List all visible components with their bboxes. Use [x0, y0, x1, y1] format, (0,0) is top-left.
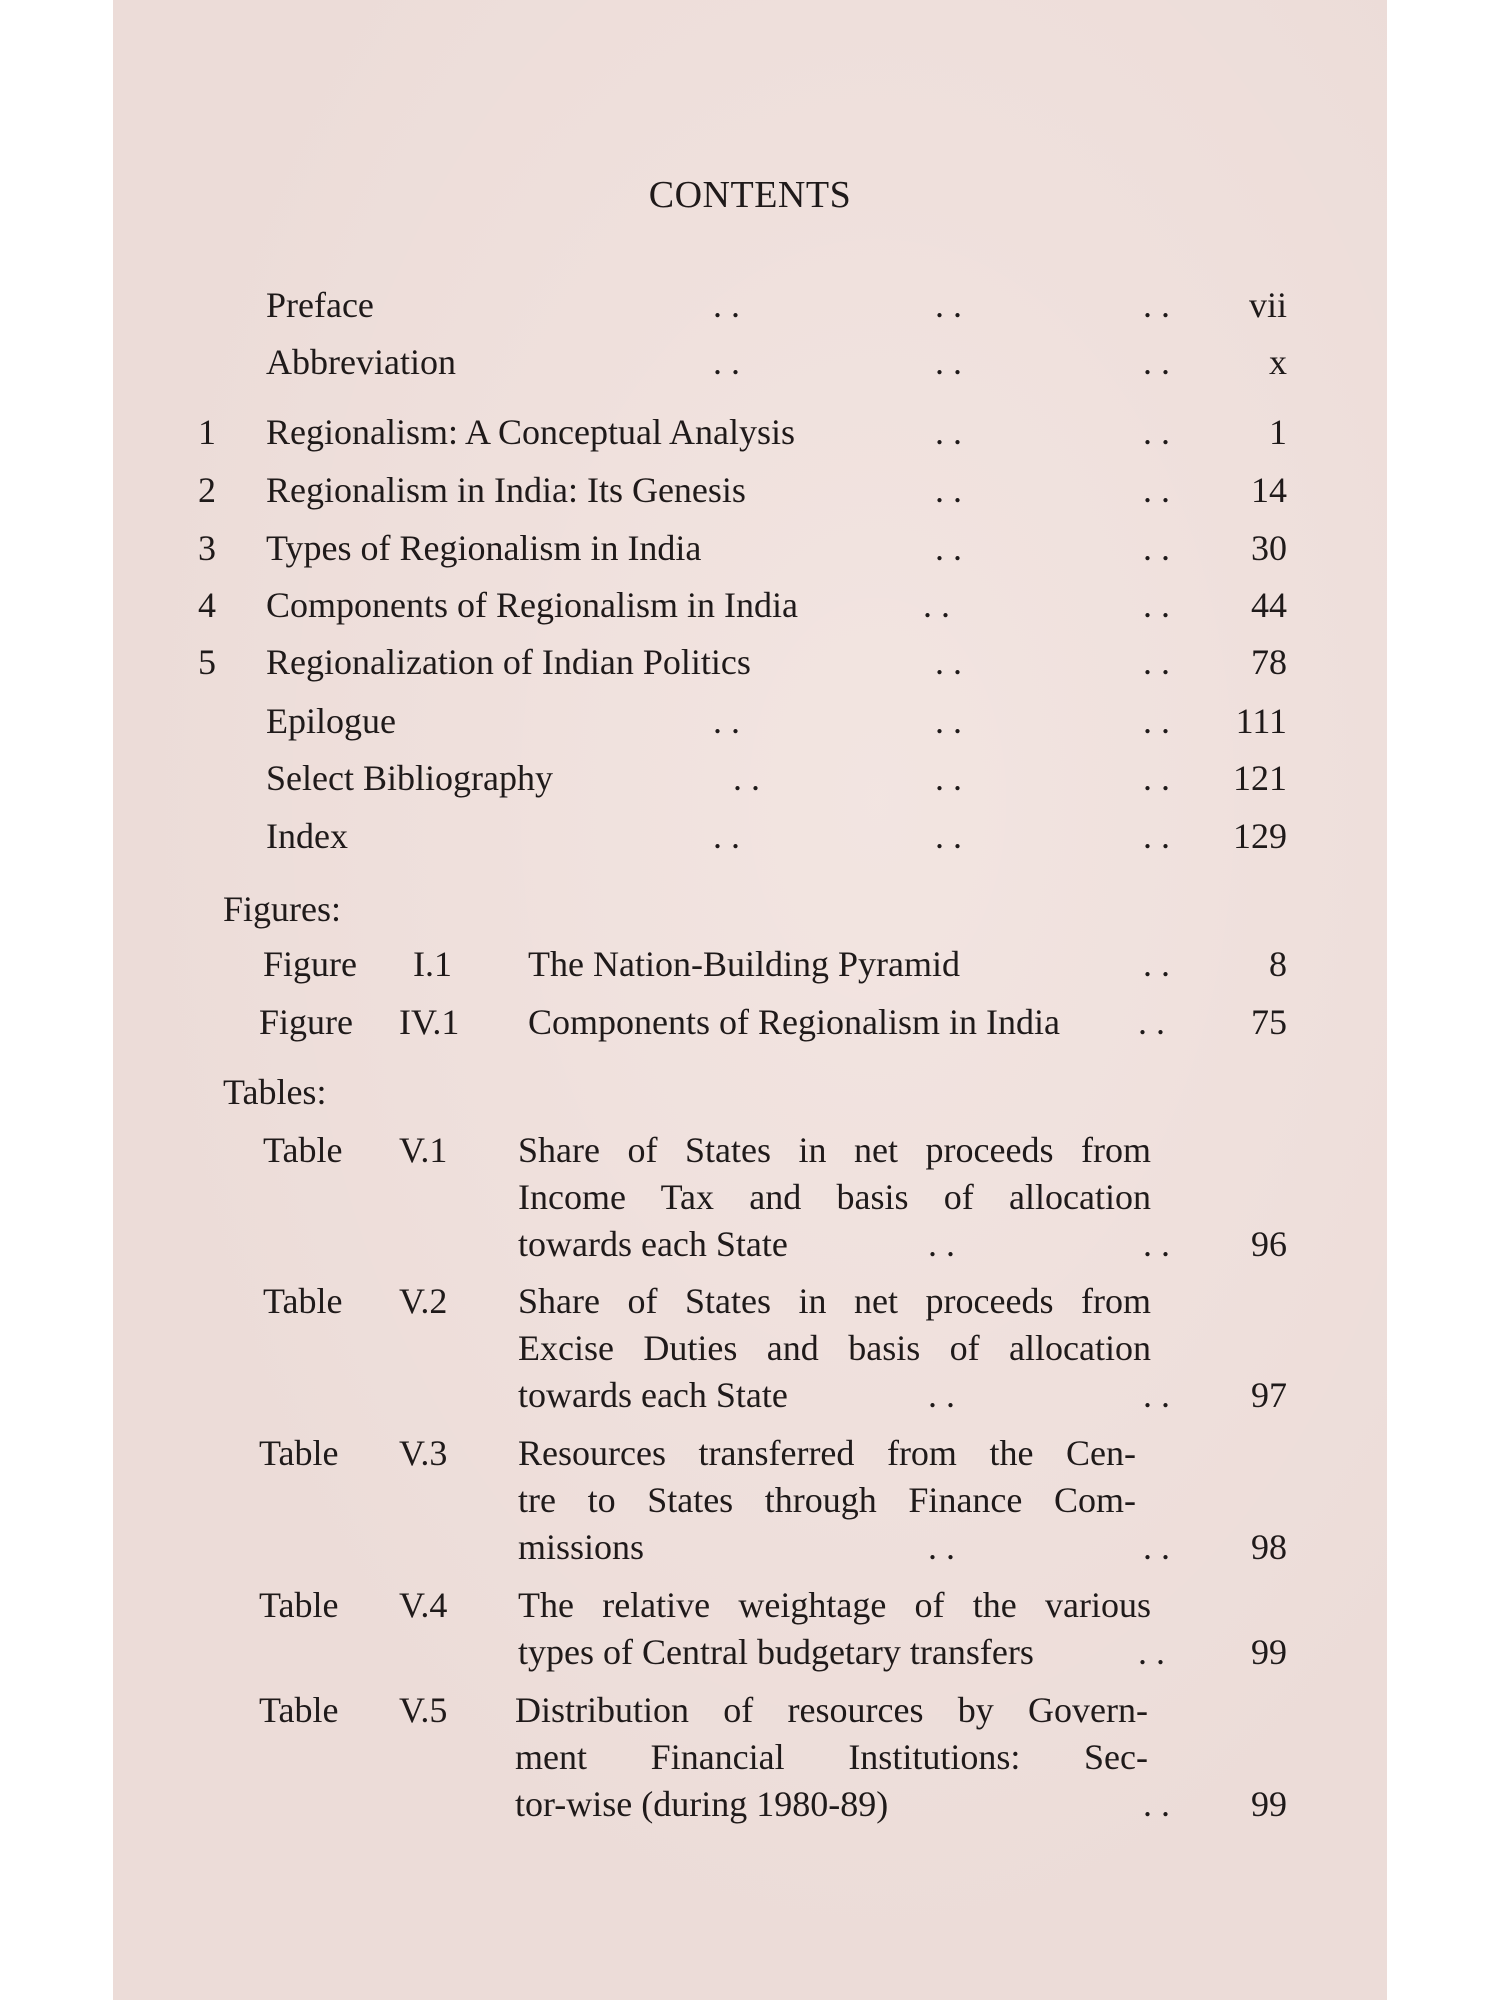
leader-dots: . . [1143, 528, 1170, 568]
figure-page: 8 [1269, 944, 1287, 984]
toc-entry [113, 810, 1387, 862]
leader-dots: . . [935, 342, 962, 382]
table-title-line: missions [518, 1527, 645, 1567]
figure-id: I.1 [413, 944, 452, 984]
page-title: CONTENTS [648, 174, 852, 216]
leader-dots: . . [1143, 1784, 1170, 1824]
table-title-line: The relative weightage of the various [518, 1585, 1151, 1625]
chapter-number: 5 [198, 642, 216, 682]
toc-entry [113, 695, 1387, 747]
table-title-line: tor-wise (during 1980-89) [515, 1784, 889, 1824]
figure-page: 75 [1251, 1002, 1287, 1042]
leader-dots: . . [1143, 285, 1170, 325]
table-id: V.3 [399, 1433, 448, 1473]
chapter-page: 30 [1251, 528, 1287, 568]
chapter-number: 4 [198, 585, 216, 625]
table-title-line: tre to States through Finance Com- [518, 1480, 1136, 1520]
chapter-title: Regionalism in India: Its Genesis [266, 470, 746, 510]
entry-label: Select Bibliography [266, 758, 553, 798]
entry-label: Index [266, 816, 348, 856]
leader-dots: . . [713, 285, 740, 325]
leader-dots: . . [1143, 944, 1170, 984]
table-title-line: towards each State [518, 1224, 788, 1264]
leader-dots: . . [1143, 1527, 1170, 1567]
table-id: V.1 [399, 1130, 448, 1170]
leader-dots: . . [1143, 412, 1170, 452]
leader-dots: . . [1143, 1375, 1170, 1415]
toc-chapter [113, 579, 1387, 631]
entry-page: 129 [1233, 816, 1287, 856]
table-title-line: Distribution of resources by Govern- [515, 1690, 1148, 1730]
leader-dots: . . [928, 1527, 955, 1567]
toc-chapter [113, 406, 1387, 458]
chapter-page: 78 [1251, 642, 1287, 682]
leader-dots: . . [935, 412, 962, 452]
table-name: Table [263, 1130, 343, 1170]
leader-dots: . . [1138, 1002, 1165, 1042]
chapter-title: Components of Regionalism in India [266, 585, 798, 625]
leader-dots: . . [1138, 1632, 1165, 1672]
table-entry [113, 1124, 1387, 1176]
leader-dots: . . [928, 1375, 955, 1415]
table-entry [113, 1684, 1387, 1736]
chapter-number: 3 [198, 528, 216, 568]
leader-dots: . . [1143, 642, 1170, 682]
entry-label: Abbreviation [266, 342, 456, 382]
table-entry-continued [113, 1171, 1387, 1223]
figure-entry [113, 938, 1387, 990]
table-name: Table [259, 1433, 339, 1473]
table-entry [113, 1427, 1387, 1479]
leader-dots: . . [935, 758, 962, 798]
leader-dots: . . [1143, 342, 1170, 382]
leader-dots: . . [1143, 470, 1170, 510]
leader-dots: . . [935, 701, 962, 741]
table-title-line: towards each State [518, 1375, 788, 1415]
table-page: 99 [1251, 1784, 1287, 1824]
figure-title: Components of Regionalism in India [528, 1002, 1060, 1042]
figure-name: Figure [263, 944, 357, 984]
toc-chapter [113, 636, 1387, 688]
table-page: 97 [1251, 1375, 1287, 1415]
table-entry-continued [113, 1626, 1387, 1678]
table-id: V.4 [399, 1585, 448, 1625]
figure-title: The Nation-Building Pyramid [528, 944, 960, 984]
table-title-line: Income Tax and basis of allocation [518, 1177, 1151, 1217]
toc-entry [113, 279, 1387, 331]
table-title-line: ment Financial Institutions: Sec- [515, 1737, 1148, 1777]
table-page: 96 [1251, 1224, 1287, 1264]
leader-dots: . . [935, 816, 962, 856]
entry-label: Epilogue [266, 701, 396, 741]
entry-page: x [1269, 342, 1287, 382]
table-entry-continued [113, 1474, 1387, 1526]
leader-dots: . . [1143, 701, 1170, 741]
chapter-page: 1 [1269, 412, 1287, 452]
leader-dots: . . [935, 642, 962, 682]
table-entry-continued [113, 1778, 1387, 1830]
leader-dots: . . [713, 342, 740, 382]
leader-dots: . . [1143, 758, 1170, 798]
tables-heading: Tables: [223, 1072, 327, 1112]
figure-name: Figure [259, 1002, 353, 1042]
leader-dots: . . [935, 528, 962, 568]
chapter-title: Regionalization of Indian Politics [266, 642, 751, 682]
leader-dots: . . [935, 285, 962, 325]
chapter-page: 44 [1251, 585, 1287, 625]
leader-dots: . . [928, 1224, 955, 1264]
table-name: Table [259, 1585, 339, 1625]
table-entry-continued [113, 1218, 1387, 1270]
entry-page: 121 [1233, 758, 1287, 798]
toc-chapter [113, 522, 1387, 574]
table-entry [113, 1579, 1387, 1631]
table-entry-continued [113, 1369, 1387, 1421]
leader-dots: . . [713, 816, 740, 856]
book-page [113, 0, 1387, 2000]
toc-entry [113, 752, 1387, 804]
leader-dots: . . [713, 701, 740, 741]
table-title-line: types of Central budgetary transfers [518, 1632, 1034, 1672]
chapter-number: 2 [198, 470, 216, 510]
table-name: Table [259, 1690, 339, 1730]
entry-page: vii [1248, 285, 1287, 325]
table-entry [113, 1275, 1387, 1327]
table-id: V.2 [399, 1281, 448, 1321]
entry-label: Preface [266, 285, 374, 325]
table-entry-continued [113, 1731, 1387, 1783]
leader-dots: . . [935, 470, 962, 510]
table-title-line: Resources transferred from the Cen- [518, 1433, 1136, 1473]
leader-dots: . . [733, 758, 760, 798]
entry-page: 111 [1235, 701, 1287, 741]
table-id: V.5 [399, 1690, 448, 1730]
table-title-line: Excise Duties and basis of allocation [518, 1328, 1151, 1368]
leader-dots: . . [1143, 1224, 1170, 1264]
table-title-line: Share of States in net proceeds from [518, 1130, 1151, 1170]
table-page: 98 [1251, 1527, 1287, 1567]
leader-dots: . . [1143, 585, 1170, 625]
toc-entry [113, 336, 1387, 388]
chapter-title: Types of Regionalism in India [266, 528, 702, 568]
chapter-title: Regionalism: A Conceptual Analysis [266, 412, 795, 452]
table-entry-continued [113, 1521, 1387, 1573]
figure-entry [113, 996, 1387, 1048]
leader-dots: . . [923, 585, 950, 625]
chapter-number: 1 [198, 412, 216, 452]
leader-dots: . . [1143, 816, 1170, 856]
figures-heading: Figures: [223, 889, 342, 929]
table-title-line: Share of States in net proceeds from [518, 1281, 1151, 1321]
toc-chapter [113, 464, 1387, 516]
figure-id: IV.1 [399, 1002, 460, 1042]
table-name: Table [263, 1281, 343, 1321]
table-page: 99 [1251, 1632, 1287, 1672]
table-entry-continued [113, 1322, 1387, 1374]
chapter-page: 14 [1251, 470, 1287, 510]
